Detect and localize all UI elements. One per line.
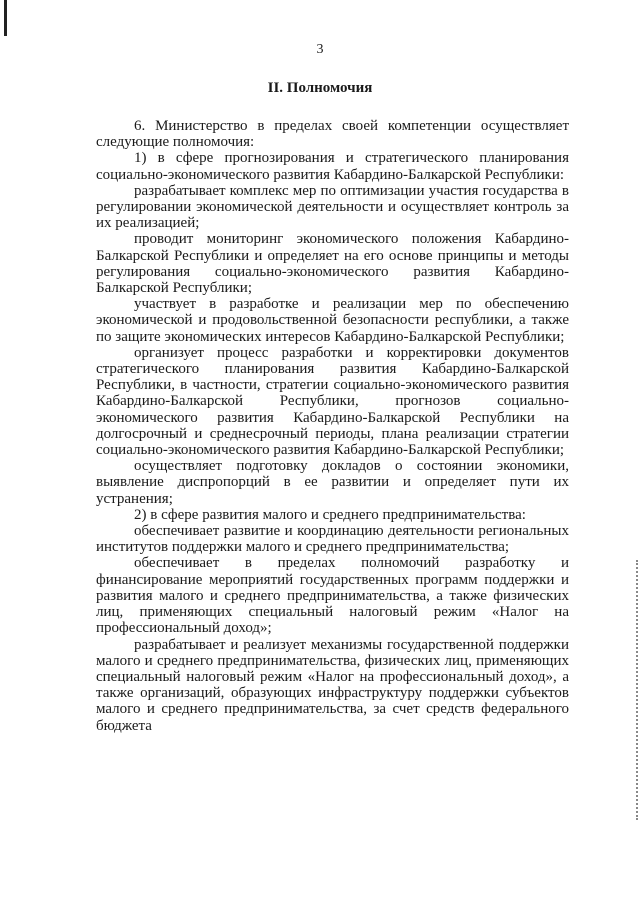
document-body — [96, 118, 569, 734]
paragraph-monitoring: проводит мониторинг экономического положения Кабардино-Балкарской Республики и определяет на его основе принципы и методы регулирования социально-экономического развития Кабардино-Балкарской Республики; — [96, 231, 569, 297]
paragraph-support-mechanisms: разрабатывает и реализует механизмы государственной поддержки малого и среднего предпринимательства, физических лиц, применяющих специальный налоговый режим «Налог на профессиональный доход», а также организаций, образующих инфраструктуру поддержки субъектов малого и среднего предпринимательства, за счет средств федерального бюджета — [96, 636, 569, 734]
paragraph-security: участвует в разработке и реализации мер по обеспечению экономической и продовольственной безопасности республики, а также по защите экономических интересов Кабардино-Балкарской Республики; — [96, 296, 569, 345]
paragraph-measures: разрабатывает комплекс мер по оптимизации участия государства в регулировании экономической деятельности и осуществляет контроль за их реализацией; — [96, 182, 569, 232]
paragraph-programs: обеспечивает в пределах полномочий разработку и финансирование мероприятий государственных программ поддержки и развития малого и среднего предпринимательства, а также физических лиц, применяющих специальный налоговый режим «Налог на профессиональный доход»; — [96, 555, 569, 637]
paragraph-subitem-2: 2) в сфере развития малого и среднего предпринимательства: — [134, 506, 526, 523]
paragraph-reports: осуществляет подготовку докладов о состоянии экономики, выявление диспропорций в ее развитии и определяет пути их устранения; — [96, 458, 569, 507]
scan-edge-dots — [634, 560, 638, 820]
paragraph-item-6: 6. Министерство в пределах своей компетенции осуществляет следующие полномочия: — [96, 118, 569, 151]
section-title: II. Полномочия — [267, 80, 373, 96]
scan-edge-mark — [4, 0, 7, 36]
paragraph-subitem-1: 1) в сфере прогнозирования и стратегического планирования социально-экономического развития Кабардино-Балкарской Республики: — [96, 150, 569, 183]
paragraph-strategic-documents: организует процесс разработки и корректировки документов стратегического планирования развития Кабардино-Балкарской Республики, в частности, стратегии социально-экономического развития Кабардино-Балкарской Республики, прогнозов социально-экономического развития Кабардино-Балкарской Республики на долгосрочный и среднесрочный периоды, плана реализации стратегии социально-экономического развития Кабардино-Балкарской Республики; — [96, 344, 569, 459]
page-number: 3 — [316, 42, 324, 57]
paragraph-institutes: обеспечивает развитие и координацию деятельности региональных институтов поддержки малого и среднего предпринимательства; — [96, 523, 569, 556]
